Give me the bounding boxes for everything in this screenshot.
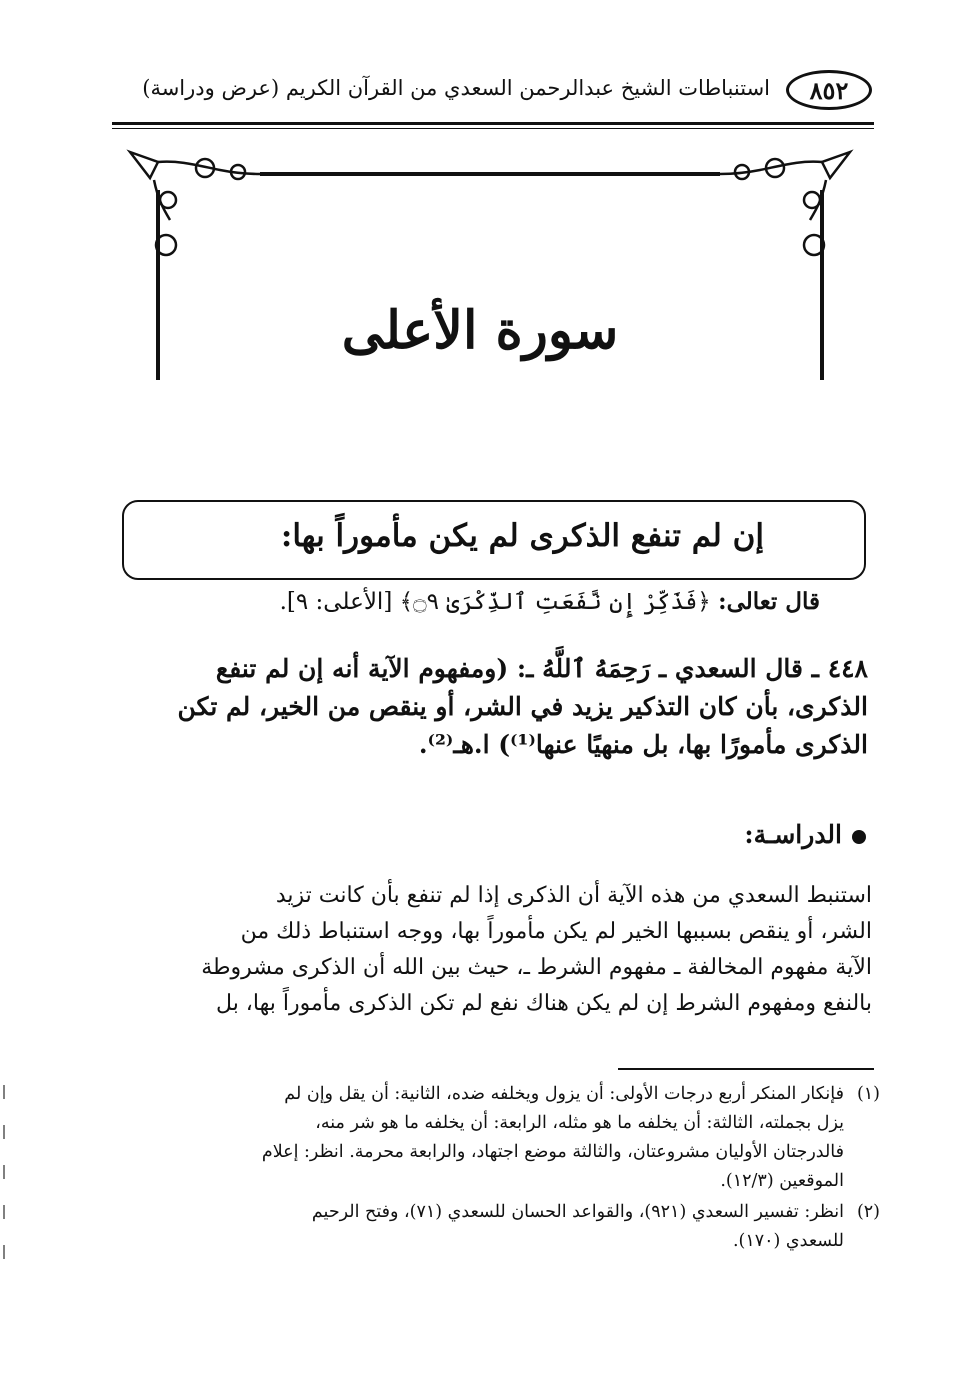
section-heading: إن لم تنفع الذكرى لم يكن مأموراً بها: bbox=[280, 518, 764, 554]
body-line: بالنفع ومفهوم الشرط إن لم يكن هناك نفع لم تكن الذكرى مأموراً بها، بل bbox=[216, 991, 872, 1016]
body-line: الشر، أو ينقص بسببها الخير لم يكن مأموراً بها، ووجه استنباط ذلك من bbox=[240, 919, 872, 944]
study-heading bbox=[560, 820, 866, 849]
quote-line: الذكرى، بأن كان التذكير يزيد في الشر، أو ينقص من الخير، لم تكن bbox=[177, 692, 868, 721]
surah-title: سورة الأعلى bbox=[341, 300, 619, 361]
quote-line: ٤٤٨ ـ قال السعدي ـ رَحِمَهُ ٱللَّهُ ـ: (ومفهوم الآية أنه إن لم تنفع bbox=[215, 654, 868, 683]
verse-text: ﴿فَذَكِّرْ إِن نَّفَعَتِ ٱلذِّكْرَىٰ ۝٩﴾ bbox=[399, 589, 711, 615]
footnote-line: فالدرجتان الأوليان مشروعتان، والثالثة موضع اجتهاد، والرابعة محرمة. انظر: إعلام bbox=[261, 1142, 844, 1162]
verse-intro: قال تعالى: bbox=[718, 588, 820, 615]
study-paragraph bbox=[122, 878, 872, 1022]
header-rule-thin bbox=[112, 128, 874, 129]
quote-line: الذكرى مأمورًا بها، بل منهيًا عنها⁽¹⁾) ا.هـ⁽²⁾. bbox=[418, 730, 868, 759]
footnote-mark: (٢) bbox=[856, 1202, 880, 1222]
running-title: استنباطات الشيخ عبدالرحمن السعدي من القرآن الكريم (عرض ودراسة) bbox=[142, 76, 770, 100]
bullet-icon bbox=[852, 830, 866, 844]
footnote bbox=[128, 1198, 880, 1256]
body-line: الآية مفهوم المخالفة ـ مفهوم الشرط ـ، حيث بين الله أن الذكرى مشروطة bbox=[201, 955, 872, 980]
footnote bbox=[128, 1080, 880, 1196]
footnote-line: للسعدي (١٧٠). bbox=[732, 1231, 844, 1251]
footnote-line: الموقعين (١٢/٣). bbox=[720, 1171, 844, 1191]
footnote-line: انظر: تفسير السعدي (٩٢١)، والقواعد الحسان للسعدي (٧١)، وفتح الرحيم bbox=[311, 1202, 844, 1222]
header-rule-thick bbox=[112, 122, 874, 125]
study-heading-label: الدراسـة: bbox=[744, 820, 842, 849]
footnote-separator bbox=[618, 1068, 874, 1070]
verse-citation bbox=[160, 588, 820, 615]
saadi-quote bbox=[122, 650, 868, 764]
scan-margin-marks bbox=[2, 1085, 6, 1260]
body-line: استنبط السعدي من هذه الآية أن الذكرى إذا لم تنفع بأن كانت تزيد bbox=[275, 883, 872, 908]
verse-reference: [الأعلى: ٩]. bbox=[279, 589, 393, 615]
footnote-mark: (١) bbox=[856, 1084, 880, 1104]
footnote-line: فإنكار المنكر أربع درجات الأولى: أن يزول ويخلفه ضده، الثانية: أن يقل وإن لم bbox=[284, 1084, 844, 1104]
page-number: ٨٥٢ bbox=[786, 70, 872, 110]
footnotes bbox=[128, 1080, 880, 1258]
footnote-line: يزل بجملته، الثالثة: أن يخلفه ما هو مثله، الرابعة: أن يخلفه ما هو شر منه، bbox=[315, 1113, 844, 1133]
